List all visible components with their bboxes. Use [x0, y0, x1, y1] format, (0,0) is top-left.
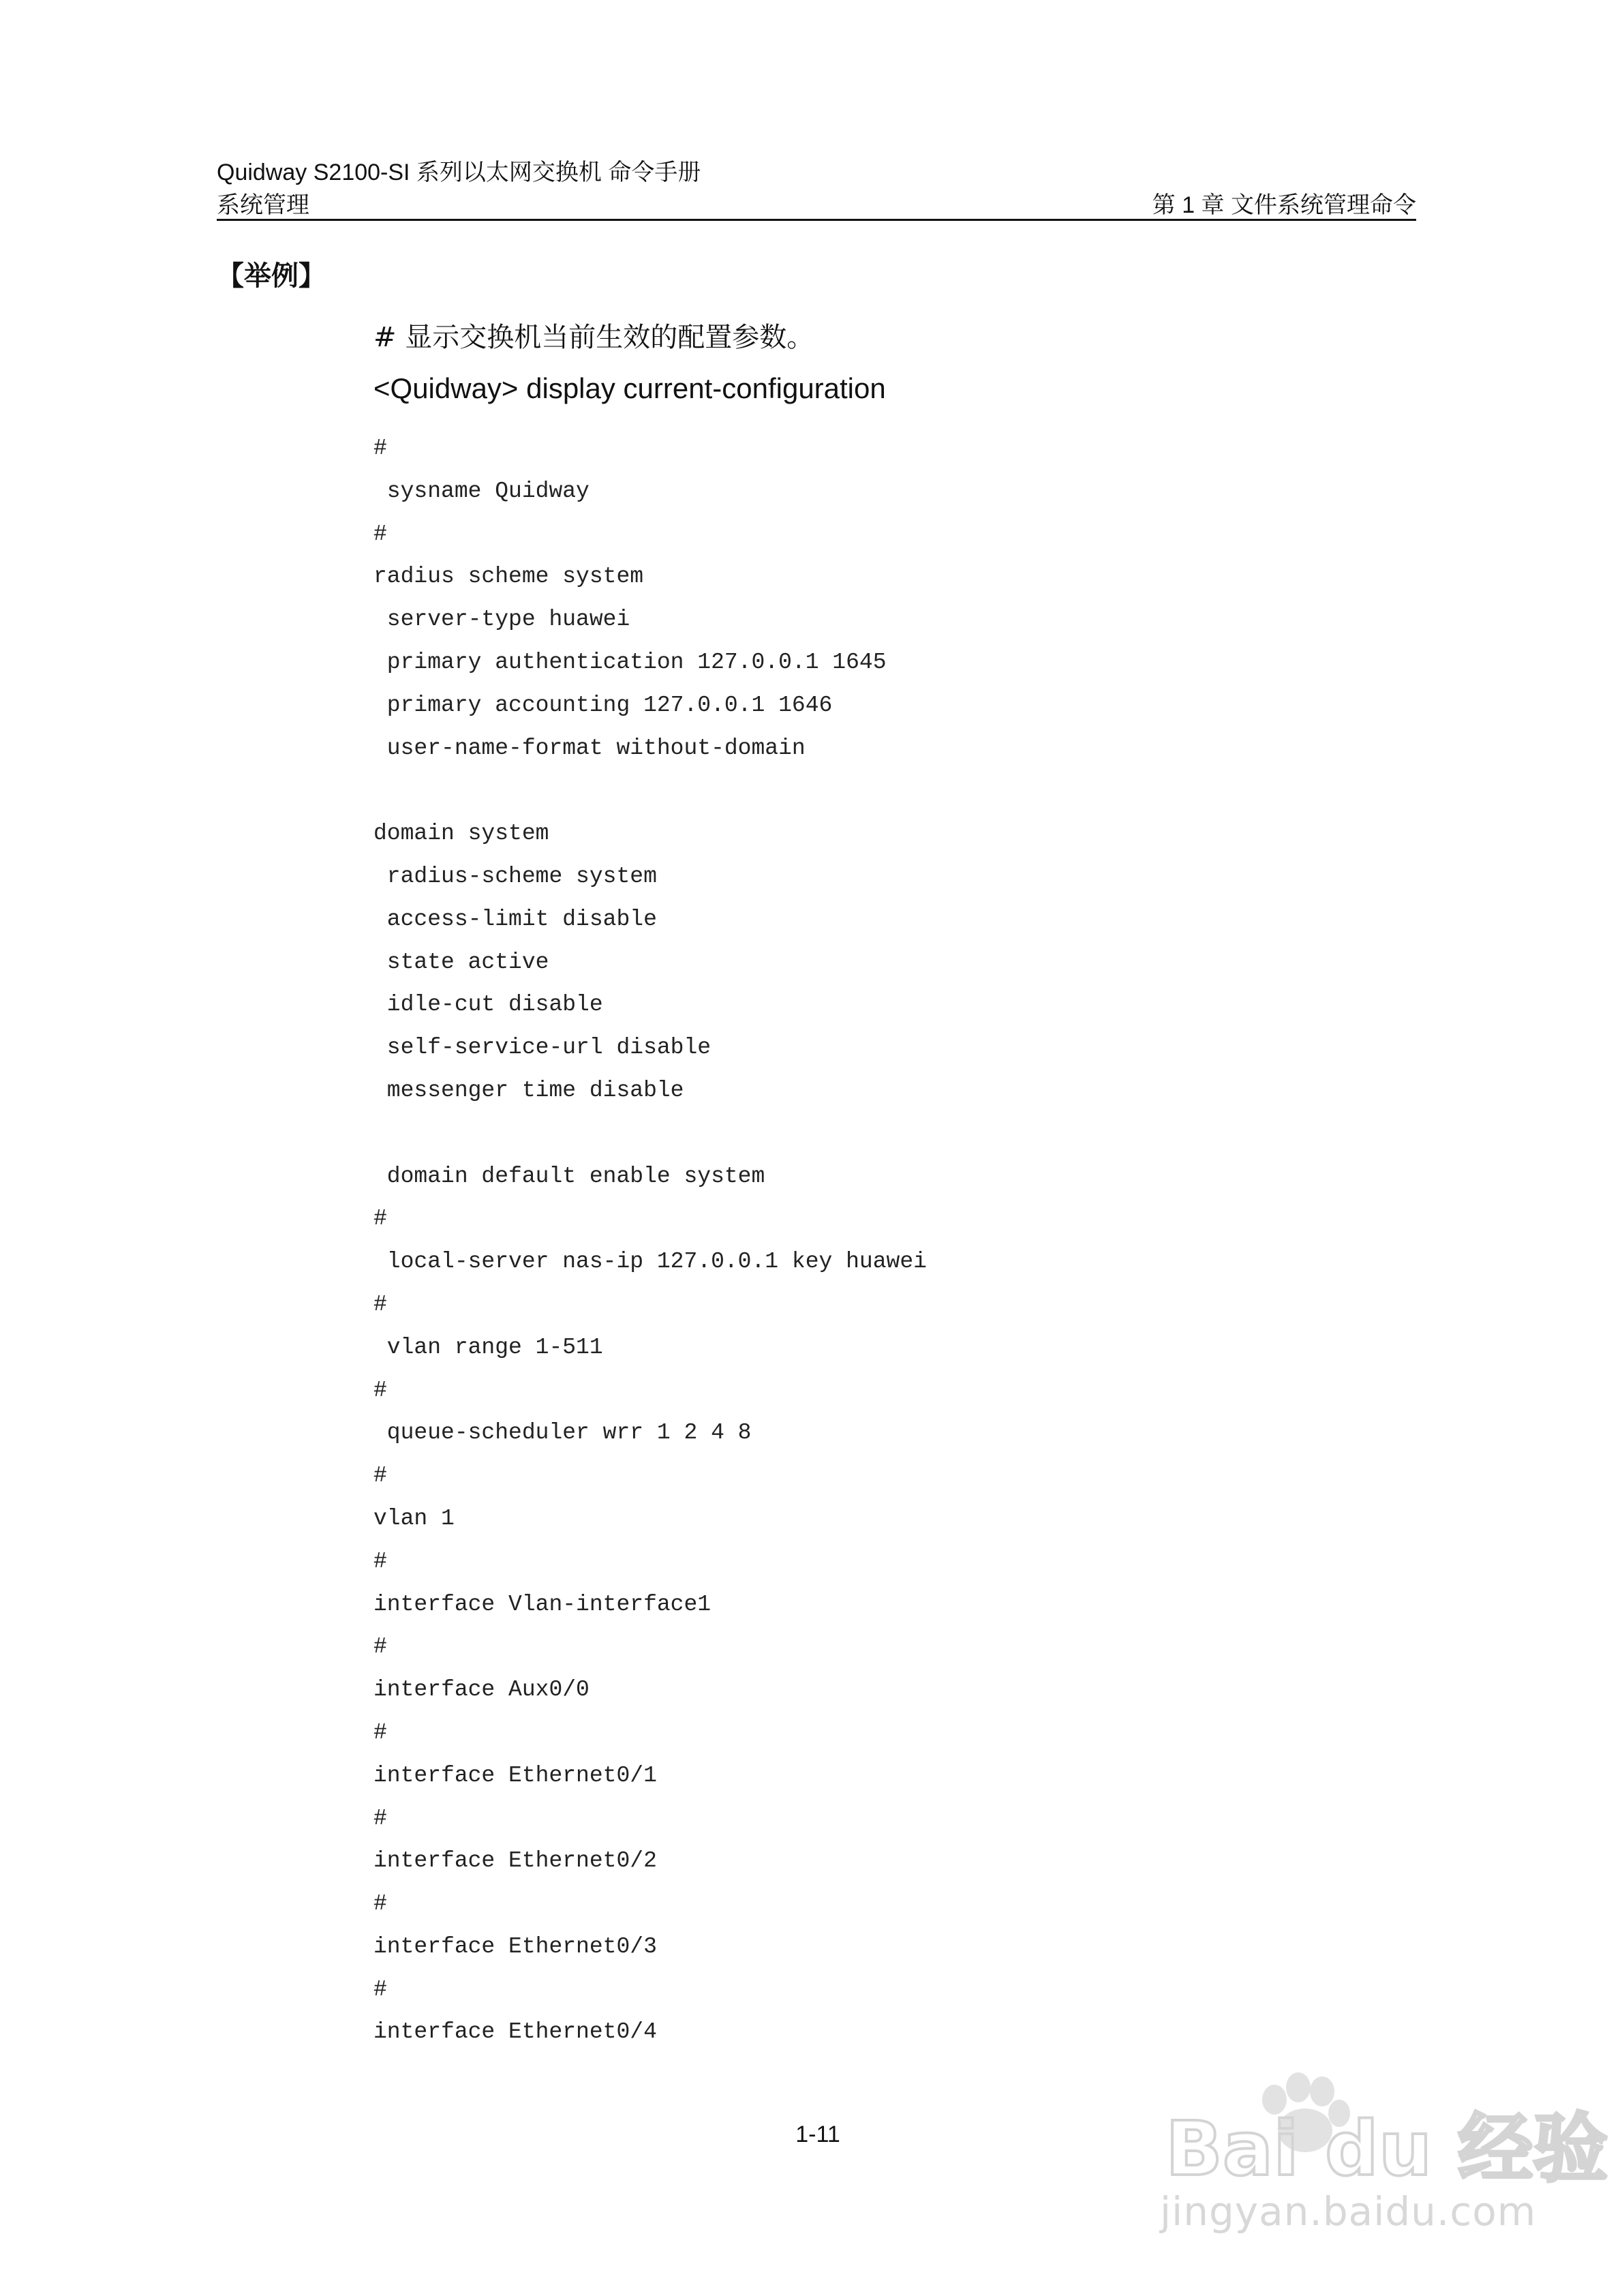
config-line: primary accounting 127.0.0.1 1646	[373, 692, 833, 718]
config-line: idle-cut disable	[373, 992, 603, 1018]
chapter-title: 第 1 章 文件系统管理命令	[1152, 192, 1416, 218]
config-line: #	[373, 1891, 387, 1917]
config-line	[373, 1113, 927, 1155]
config-line: #	[373, 1291, 387, 1317]
config-line: #	[373, 521, 387, 547]
config-line: interface Vlan-interface1	[373, 1591, 711, 1617]
config-line: state active	[373, 949, 549, 975]
config-line: interface Ethernet0/4	[373, 2019, 657, 2045]
config-line: local-server nas-ip 127.0.0.1 key huawei	[373, 1249, 927, 1275]
config-line: vlan range 1-511	[373, 1334, 603, 1360]
config-line: radius scheme system	[373, 564, 644, 590]
example-command: <Quidway> display current-configuration	[373, 372, 886, 404]
config-line: interface Ethernet0/1	[373, 1762, 657, 1788]
config-line: sysname Quidway	[373, 478, 590, 504]
config-line: #	[373, 1548, 387, 1574]
config-line: #	[373, 1719, 387, 1745]
config-line: #	[373, 1377, 387, 1403]
config-line	[373, 770, 927, 813]
config-line: #	[373, 1206, 387, 1232]
config-line: access-limit disable	[373, 906, 657, 932]
running-header-title: Quidway S2100-SI 系列以太网交换机 命令手册	[217, 160, 701, 185]
config-line: interface Aux0/0	[373, 1677, 590, 1703]
config-line: vlan 1	[373, 1505, 455, 1531]
config-line: #	[373, 1805, 387, 1831]
config-line: #	[373, 1634, 387, 1660]
watermark-logo-text: Bai du 经验	[1165, 2105, 1608, 2192]
config-line: domain system	[373, 821, 549, 847]
config-line: #	[373, 436, 387, 461]
section-name: 系统管理	[217, 192, 309, 218]
config-line: interface Ethernet0/2	[373, 1848, 657, 1874]
config-line: domain default enable system	[373, 1163, 765, 1189]
config-line: server-type huawei	[373, 607, 630, 633]
running-header-section	[217, 186, 1416, 220]
config-line: user-name-format without-domain	[373, 735, 806, 761]
config-output	[373, 427, 927, 2054]
header-rule	[217, 219, 1416, 221]
page-number: 1-11	[795, 2121, 840, 2147]
example-description: # 显示交换机当前生效的配置参数。	[373, 322, 814, 353]
config-line: #	[373, 1463, 387, 1489]
watermark-url: jingyan.baidu.com	[1160, 2188, 1537, 2235]
config-line: #	[373, 1976, 387, 2002]
config-line: queue-scheduler wrr 1 2 4 8	[373, 1420, 752, 1446]
config-line: messenger time disable	[373, 1077, 684, 1103]
config-line: self-service-url disable	[373, 1035, 711, 1061]
config-line: primary authentication 127.0.0.1 1645	[373, 649, 887, 675]
config-line: radius-scheme system	[373, 863, 657, 889]
config-line: interface Ethernet0/3	[373, 1933, 657, 1959]
section-heading: 【举例】	[217, 260, 326, 292]
